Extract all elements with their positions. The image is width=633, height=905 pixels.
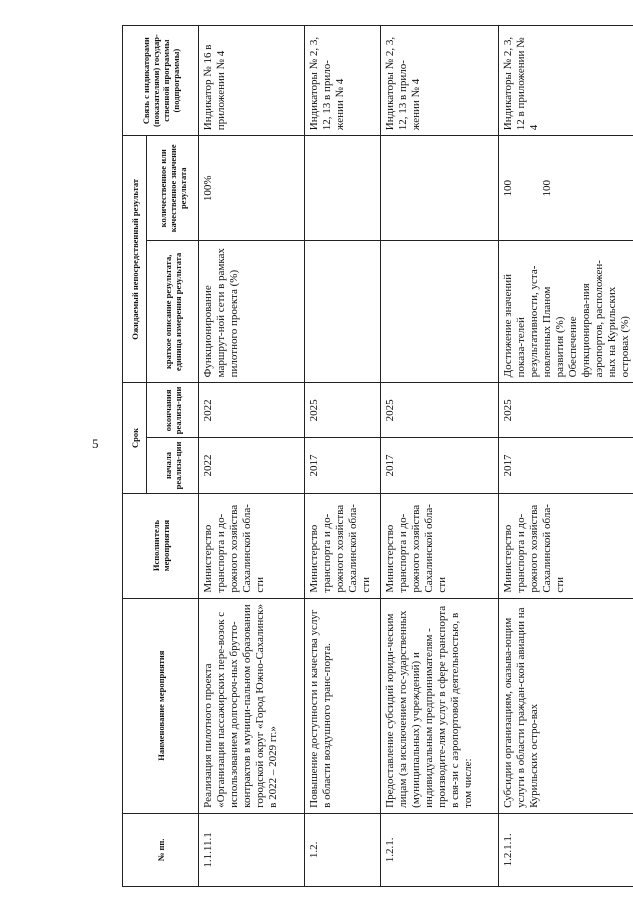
header-result: Ожидаемый непосредственный результат bbox=[123, 136, 147, 383]
row-link: Индикаторы № 2, 3, 12, 13 в прило-жении № 4 bbox=[305, 26, 381, 136]
measures-table bbox=[122, 25, 633, 887]
rotated-table-container bbox=[122, 25, 631, 887]
row-result-value bbox=[199, 136, 305, 241]
page-number: 5 bbox=[92, 436, 99, 451]
row-end: 2025 bbox=[499, 383, 633, 438]
result-desc-2: Обеспечение функционирова-ния аэропортов, расположен-ных на Курильских островах (%) bbox=[567, 260, 631, 378]
row-executor: Министерство транспорта и до-рожного хозяйства Сахалинской обла-сти bbox=[199, 493, 305, 598]
row-start: 2017 bbox=[499, 438, 633, 493]
row-name: Реализация пилотного проекта «Организация пассажирских пере-возок с использованием долгосроч-ных брутто-контрактов в муници-пальном образовании городской округ «Город Южно-Сахалинск» в 2022 – 2029 гг.» bbox=[199, 598, 305, 813]
header-executor: Исполнитель мероприятия bbox=[123, 493, 199, 598]
row-result-desc bbox=[199, 241, 305, 383]
row-start: 2017 bbox=[305, 438, 381, 493]
row-link: Индикаторы № 2, 3, 12 в приложении № 4 bbox=[499, 26, 633, 136]
header-term: Срок bbox=[123, 383, 147, 493]
result-value-1: 100% bbox=[202, 175, 214, 202]
row-end: 2022 bbox=[199, 383, 305, 438]
row-link: Индикатор № 16 в приложении № 4 bbox=[199, 26, 305, 136]
header-result-desc: краткое описание результата, единица измерения результата bbox=[147, 241, 199, 383]
row-num: 1.2. bbox=[305, 813, 381, 886]
table-row bbox=[499, 26, 633, 887]
result-desc-1: Функционирование маршрут-ной сети в рамках пилотного проекта (%) bbox=[202, 248, 240, 378]
result-value-1: 100 bbox=[502, 180, 514, 197]
row-result-desc bbox=[305, 241, 381, 383]
table-row bbox=[305, 26, 381, 887]
header-link: Связь с индикаторами (показателями) государ-ственной программы (подпрограммы) bbox=[123, 26, 199, 136]
header-term-end: окончания реализа-ции bbox=[147, 383, 199, 438]
row-link: Индикаторы № 2, 3, 12, 13 в прило-жении № 4 bbox=[381, 26, 499, 136]
table-row bbox=[199, 26, 305, 887]
header-result-value: количественное или качественное значение результата bbox=[147, 136, 199, 241]
row-num: 1.2.1.1. bbox=[499, 813, 633, 886]
row-name: Субсидии организациям, оказыва-ющим услуги в области граждан-ской авиации на Курильских остро-вах bbox=[499, 598, 633, 813]
row-executor: Министерство транспорта и до-рожного хозяйства Сахалинской обла-сти bbox=[381, 493, 499, 598]
row-result-desc bbox=[381, 241, 499, 383]
result-value-2: 100 bbox=[541, 180, 553, 197]
row-start: 2017 bbox=[381, 438, 499, 493]
row-name: Повышение доступности и качества услуг в области воздушного транс-порта. bbox=[305, 598, 381, 813]
result-desc-1: Достижение значений показа-телей результативности, уста-новленных Планом развития (%) bbox=[502, 265, 566, 378]
header-term-start: начала реализа-ции bbox=[147, 438, 199, 493]
row-name: Предоставление субсидий юриди-ческим лицам (за исключением гос-ударственных (муниципальных) учреждений) и индивидуальным предпринимателям - производите-лям услуг в сфере транспорта в свя-зи с аэропортовой деятельностью, в том числе: bbox=[381, 598, 499, 813]
header-name: Наименование мероприятия bbox=[123, 598, 199, 813]
row-end: 2025 bbox=[305, 383, 381, 438]
row-result-desc bbox=[499, 241, 633, 383]
row-end: 2025 bbox=[381, 383, 499, 438]
row-executor: Министерство транспорта и до-рожного хозяйства Сахалинской обла-сти bbox=[499, 493, 633, 598]
row-executor: Министерство транспорта и до-рожного хозяйства Сахалинской обла-сти bbox=[305, 493, 381, 598]
table-row bbox=[381, 26, 499, 887]
row-result-value bbox=[499, 136, 633, 241]
row-result-value bbox=[305, 136, 381, 241]
header-row bbox=[123, 26, 147, 887]
row-num: 1.1.11.1 bbox=[199, 813, 305, 886]
row-start: 2022 bbox=[199, 438, 305, 493]
header-num: № пп. bbox=[123, 813, 199, 886]
row-result-value bbox=[381, 136, 499, 241]
row-num: 1.2.1. bbox=[381, 813, 499, 886]
